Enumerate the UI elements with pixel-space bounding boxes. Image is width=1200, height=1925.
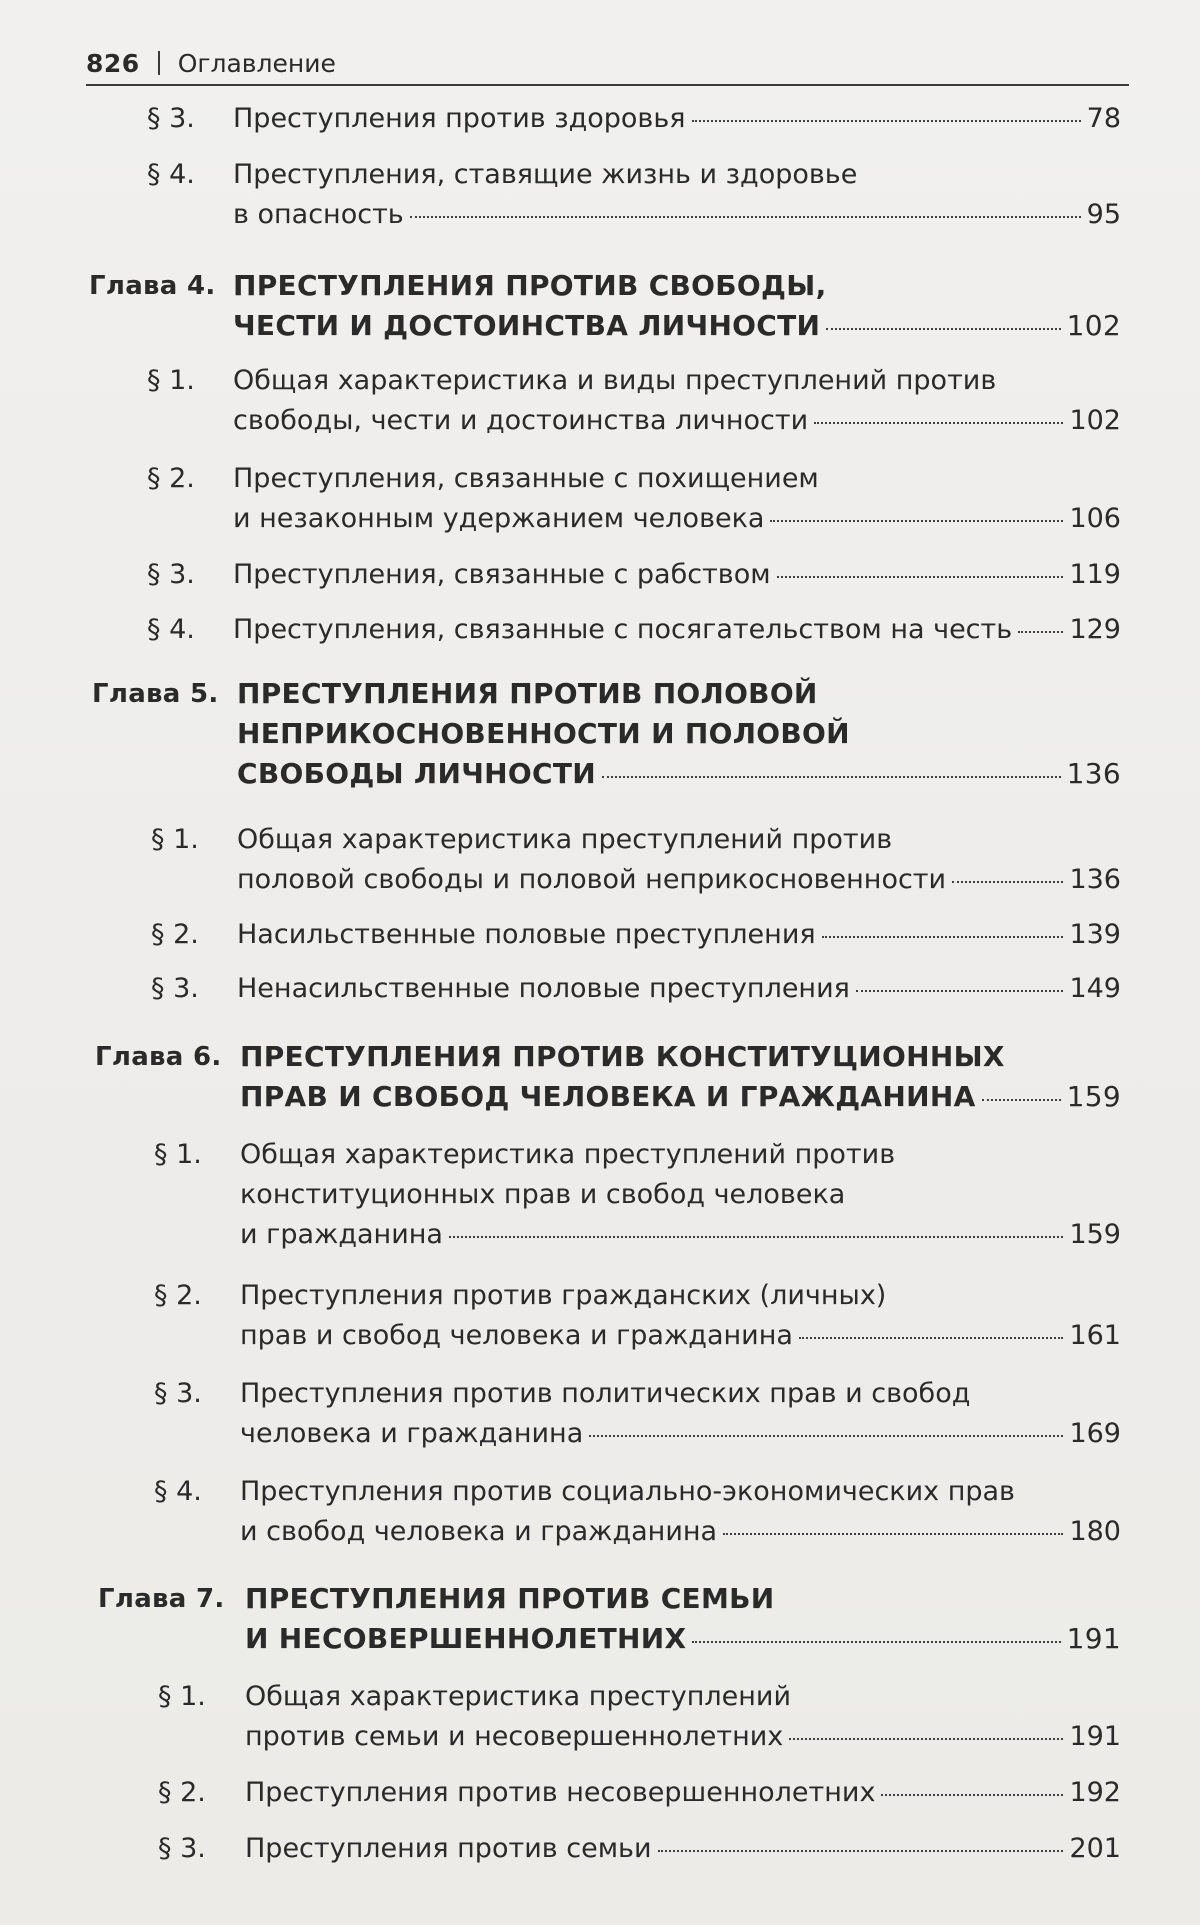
entry-title-line: Общая характеристика преступлений против	[237, 824, 893, 855]
entry-page: 136	[1069, 864, 1121, 895]
entry-number: § 4.	[147, 159, 195, 190]
header-separator	[158, 51, 160, 75]
chapter-title-line: ПРЕСТУПЛЕНИЯ ПРОТИВ КОНСТИТУЦИОННЫХ	[240, 1040, 1005, 1073]
entry-title-line: прав и свобод человека и гражданина	[240, 1320, 793, 1351]
entry-title-line: свободы, чести и достоинства личности	[233, 405, 809, 436]
entry-number: § 2.	[147, 463, 195, 494]
entry-title-line: Преступления, связанные с похищением	[233, 463, 819, 494]
dot-leader	[692, 1641, 1060, 1643]
dot-leader	[658, 1850, 1064, 1852]
chapter-number: Глава 7.	[98, 1584, 225, 1614]
dot-leader	[856, 990, 1064, 992]
entry-page: 159	[1069, 1219, 1121, 1250]
running-title: Оглавление	[177, 48, 336, 78]
chapter-number: Глава 6.	[95, 1042, 222, 1072]
entry-title-line: половой свободы и половой неприкосновенности	[237, 864, 947, 895]
entry-page: 102	[1066, 309, 1121, 342]
dot-leader	[410, 216, 1081, 218]
entry-page: 129	[1069, 614, 1121, 645]
dot-leader	[723, 1533, 1063, 1535]
entry-title-line: Преступления против социально-экономических прав	[240, 1476, 1015, 1507]
dot-leader	[449, 1236, 1064, 1238]
entry-title-line: человека и гражданина	[240, 1418, 584, 1449]
entry-number: § 3.	[147, 103, 195, 134]
dot-leader	[952, 881, 1063, 883]
entry-number: § 2.	[158, 1777, 206, 1808]
chapter-number: Глава 5.	[92, 679, 219, 709]
dot-leader	[814, 422, 1063, 424]
chapter-title-line: И НЕСОВЕРШЕННОЛЕТНИХ	[245, 1622, 687, 1655]
entry-page: 106	[1069, 503, 1121, 534]
entry-title-line: Насильственные половые преступления	[237, 919, 816, 950]
entry-page: 119	[1069, 559, 1121, 590]
entry-title-line: конституционных прав и свобод человека	[240, 1179, 846, 1210]
entry-number: § 3.	[154, 1378, 202, 1409]
entry-number: § 4.	[147, 614, 195, 645]
running-head	[86, 42, 1129, 86]
dot-leader	[826, 328, 1060, 330]
entry-title-line: и незаконным удержанием человека	[233, 503, 765, 534]
entry-title-line: в опасность	[233, 199, 404, 230]
dot-leader	[770, 520, 1063, 522]
entry-page: 192	[1069, 1777, 1121, 1808]
entry-page: 180	[1069, 1516, 1121, 1547]
entry-title-line: Преступления против политических прав и свобод	[240, 1378, 971, 1409]
chapter-title-line: ПРЕСТУПЛЕНИЯ ПРОТИВ СЕМЬИ	[245, 1582, 775, 1615]
entry-page: 149	[1069, 973, 1121, 1004]
entry-page: 159	[1066, 1080, 1121, 1113]
dot-leader	[982, 1099, 1061, 1101]
entry-number: § 2.	[154, 1280, 202, 1311]
chapter-title-line: ПРЕСТУПЛЕНИЯ ПРОТИВ СВОБОДЫ,	[233, 269, 827, 302]
entry-number: § 2.	[151, 919, 199, 950]
entry-number: § 4.	[154, 1476, 202, 1507]
entry-page: 102	[1069, 405, 1121, 436]
entry-page: 139	[1069, 919, 1121, 950]
dot-leader	[1018, 631, 1063, 633]
entry-page: 191	[1066, 1622, 1121, 1655]
entry-title-line: против семьи и несовершеннолетних	[245, 1721, 784, 1752]
entry-title-line: Преступления против семьи	[245, 1833, 652, 1864]
dot-leader	[589, 1435, 1063, 1437]
entry-number: § 3.	[151, 973, 199, 1004]
entry-title-line: Общая характеристика и виды преступлений против	[233, 365, 997, 396]
entry-page: 136	[1066, 757, 1121, 790]
chapter-title-line: ЧЕСТИ И ДОСТОИНСТВА ЛИЧНОСТИ	[233, 309, 821, 342]
entry-number: § 3.	[158, 1833, 206, 1864]
entry-page: 169	[1069, 1418, 1121, 1449]
dot-leader	[777, 576, 1064, 578]
entry-title-line: Преступления, связанные с посягательством на честь	[233, 614, 1013, 645]
entry-page: 191	[1069, 1721, 1121, 1752]
entry-title-line: Ненасильственные половые преступления	[237, 973, 850, 1004]
chapter-number: Глава 4.	[89, 271, 216, 301]
chapter-title-line: ПРЕСТУПЛЕНИЯ ПРОТИВ ПОЛОВОЙ	[237, 677, 818, 710]
dot-leader	[602, 776, 1061, 778]
entry-title-line: Преступления против гражданских (личных)	[240, 1280, 887, 1311]
entry-number: § 1.	[151, 824, 199, 855]
entry-title-line: Общая характеристика преступлений против	[240, 1139, 896, 1170]
dot-leader	[692, 120, 1081, 122]
entry-number: § 1.	[158, 1681, 206, 1712]
entry-title-line: и гражданина	[240, 1219, 443, 1250]
page-number: 826	[86, 48, 140, 78]
entry-page: 201	[1069, 1833, 1121, 1864]
entry-page: 78	[1086, 103, 1121, 134]
dot-leader	[881, 1794, 1063, 1796]
dot-leader	[789, 1738, 1063, 1740]
entry-title-line: Преступления, ставящие жизнь и здоровье	[233, 159, 858, 190]
entry-number: § 1.	[147, 365, 195, 396]
entry-title-line: Общая характеристика преступлений	[245, 1681, 792, 1712]
entry-number: § 1.	[154, 1139, 202, 1170]
dot-leader	[822, 936, 1064, 938]
entry-number: § 3.	[147, 559, 195, 590]
entry-page: 95	[1086, 199, 1121, 230]
entry-title-line: Преступления, связанные с рабством	[233, 559, 771, 590]
entry-title-line: Преступления против здоровья	[233, 103, 686, 134]
chapter-title-line: СВОБОДЫ ЛИЧНОСТИ	[237, 757, 596, 790]
chapter-title-line: НЕПРИКОСНОВЕННОСТИ И ПОЛОВОЙ	[237, 717, 850, 750]
chapter-title-line: ПРАВ И СВОБОД ЧЕЛОВЕКА И ГРАЖДАНИНА	[240, 1080, 976, 1113]
entry-title-line: и свобод человека и гражданина	[240, 1516, 718, 1547]
entry-page: 161	[1069, 1320, 1121, 1351]
entry-title-line: Преступления против несовершеннолетних	[245, 1777, 876, 1808]
dot-leader	[799, 1337, 1064, 1339]
